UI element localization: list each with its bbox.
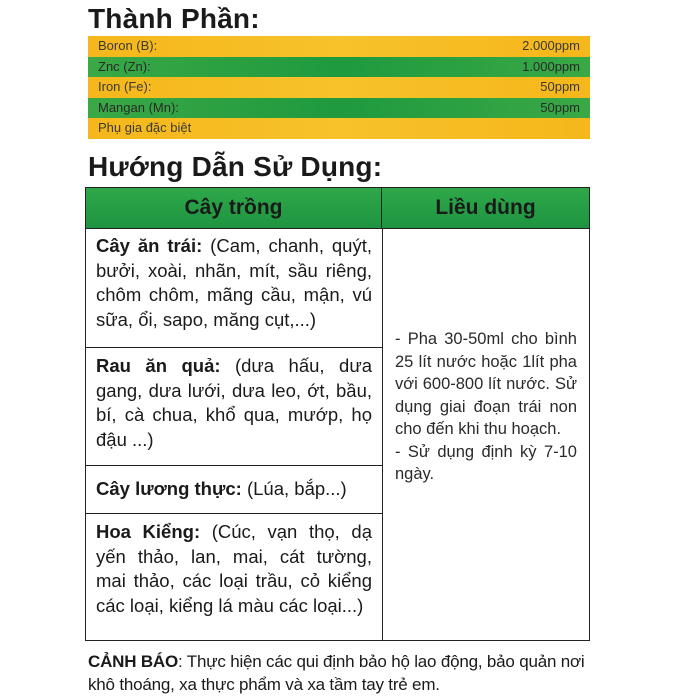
usage-table [85, 187, 590, 641]
composition-row-additive [88, 118, 590, 139]
dose-line: - Sử dụng định kỳ 7-10 ngày. [395, 442, 577, 483]
warning-label: CẢNH BÁO [88, 652, 179, 671]
usage-title: Hướng Dẫn Sử Dụng: [88, 151, 383, 182]
composition-row-iron [88, 77, 590, 98]
header-dose: Liều dùng [435, 196, 536, 219]
composition-row-manganese [88, 98, 590, 119]
crop-description: (Cam, chanh, quýt, bưởi, xoài, nhãn, mít, sầu riêng, chôm chôm, mãng cầu, mận, vú sữa, ổi, sapo, măng cụt,...) [96, 235, 372, 330]
crop-cell-ornamentals [86, 514, 382, 640]
dose-line: - Pha 30-50ml cho bình 25 lít nước hoặc 1lít pha với 600-800 lít nước. Sử dụng giai đoạn trái non cho đến khi thu hoạch. [395, 330, 577, 438]
warning-body: : Thực hiện các qui định bảo hộ lao động, bảo quản nơi khô thoáng, xa thực phẩm và xa tầm tay trẻ em. [88, 652, 585, 694]
crop-cell-food-crops [86, 466, 382, 514]
ingredient-value: 50ppm [540, 79, 580, 95]
ingredient-name: Phụ gia đặc biệt [98, 120, 192, 136]
crop-label: Hoa Kiểng: [96, 521, 201, 542]
composition-list [88, 36, 590, 139]
dose-instructions [395, 328, 577, 486]
crop-label: Cây ăn trái: [96, 235, 203, 256]
crop-cell-fruit-trees [86, 228, 382, 348]
crop-description: (dưa hấu, dưa gang, dưa lưới, dưa leo, ớt, bầu, bí, cà chua, khổ qua, mướp, họ đậu ...) [96, 355, 372, 450]
ingredient-name: Znc (Zn): [98, 58, 151, 74]
crop-description: (Lúa, bắp...) [241, 478, 347, 499]
crop-description: (Cúc, vạn thọ, dạ yến thảo, lan, mai, cát tường, mai thảo, các loại trầu, cỏ kiểng các loại, kiểng lá màu các loại...) [96, 521, 372, 616]
usage-table-header [86, 188, 589, 229]
warning-text [88, 650, 593, 696]
ingredient-name: Mangan (Mn): [98, 99, 179, 115]
composition-row-zinc [88, 57, 590, 78]
column-divider [382, 228, 383, 640]
composition-row-boron [88, 36, 590, 57]
ingredient-name: Boron (B): [98, 38, 158, 53]
ingredient-value: 50ppm [540, 99, 580, 115]
composition-title: Thành Phần: [88, 3, 260, 34]
ingredient-value: 2.000ppm [522, 38, 580, 53]
crop-label: Cây lương thực: [96, 478, 242, 499]
crop-cell-fruit-vegetables [86, 348, 382, 466]
crop-label: Rau ăn quả: [96, 355, 221, 376]
ingredient-name: Iron (Fe): [98, 79, 152, 95]
header-crop: Cây trồng [86, 188, 382, 228]
ingredient-value: 1.000ppm [522, 58, 580, 74]
